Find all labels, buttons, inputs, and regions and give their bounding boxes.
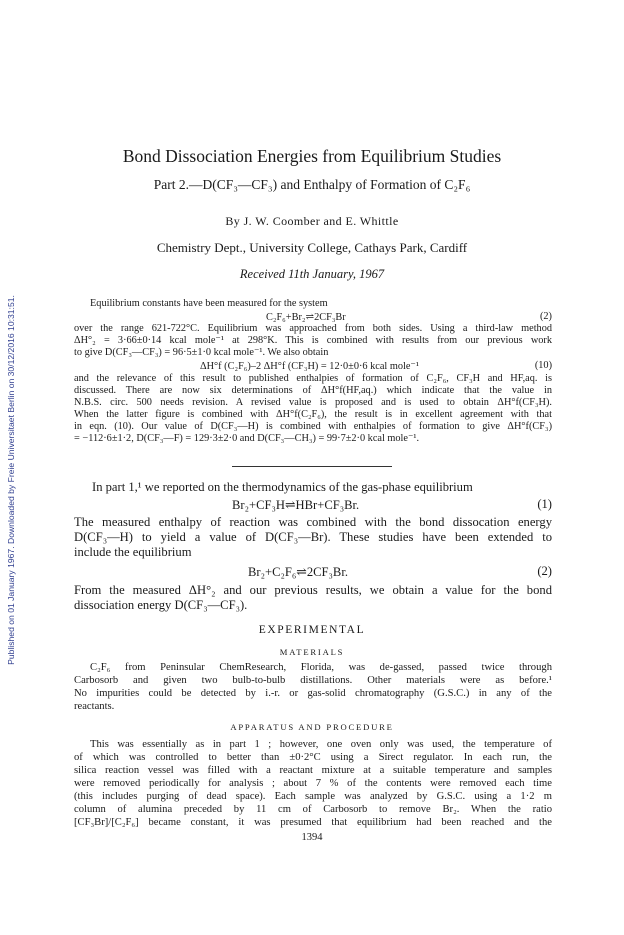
body-line: From the measured ΔH°₂ and our previous results, we obtain a value for the bond bbox=[74, 583, 552, 597]
apparatus-line: (this includes purging of dead space). Each sample was analyzed by G.S.C. using a 1·2 m bbox=[74, 791, 552, 802]
separator-rule bbox=[232, 466, 392, 467]
abstract-equation-10: ΔH°f (C₂F₆)–2 ΔH°f (CF₃H) = 12·0±0·6 kcal mole⁻¹ bbox=[200, 361, 419, 372]
apparatus-line: of which was controlled to better than ±0·2°C using a Sirect regulator. In each run, the bbox=[74, 752, 552, 763]
abstract-line: to give D(CF₃—CF₃) = 96·5±1·0 kcal mole⁻¹. We also obtain bbox=[74, 347, 329, 358]
materials-line: No impurities could be detected by i.-r. or gas-solid chromatography (G.S.C.) in any of the bbox=[74, 688, 552, 699]
equation-2: Br₂+C₂F₆⇌2CF₃Br. bbox=[248, 565, 348, 579]
abstract-line: in eqn. (10). Our value of D(CF₃—H) is combined with enthalpies of formation to give ΔH°f(CF₃) bbox=[74, 421, 552, 432]
paper-subtitle: Part 2.—D(CF₃—CF₃) and Enthalpy of Formation of C₂F₆ bbox=[153, 177, 471, 192]
authors: By J. W. Coomber and E. Whittle bbox=[225, 214, 399, 228]
body-line: In part 1,¹ we reported on the thermodynamics of the gas-phase equilibrium bbox=[92, 480, 473, 494]
abstract-equation-2-number: (2) bbox=[539, 311, 552, 322]
paper-title: Bond Dissociation Energies from Equilibrium Studies bbox=[122, 146, 502, 166]
affiliation: Chemistry Dept., University College, Cathays Park, Cardiff bbox=[156, 240, 468, 255]
abstract-line: N.B.S. circ. 500 needs revision. A revised value is proposed and is used to obtain ΔH°f(CF₃H). bbox=[74, 397, 552, 408]
abstract-line: When the latter figure is combined with ΔH°f(C₂F₆), the result is in excellent agreement with that bbox=[74, 409, 552, 420]
abstract-equation-2: C₂F₆+Br₂⇌2CF₃Br bbox=[266, 312, 346, 323]
abstract-line: ΔH°₂ = 3·66±0·14 kcal mole⁻¹ at 298°K. This is combined with results from our previous work bbox=[74, 335, 552, 346]
abstract-equation-10-number: (10) bbox=[534, 360, 552, 371]
equation-1: Br₂+CF₃H⇌HBr+CF₃Br. bbox=[232, 498, 360, 512]
materials-line: reactants. bbox=[74, 701, 115, 712]
received-date: Received 11th January, 1967 bbox=[239, 267, 385, 281]
download-notice: Published on 01 January 1967. Downloaded by Freie Universitaet Berlin on 30/12/2016 10:31:51. bbox=[6, 295, 16, 665]
subsection-heading-materials: MATERIALS bbox=[279, 647, 345, 657]
subsection-heading-apparatus: APPARATUS AND PROCEDURE bbox=[230, 722, 394, 732]
equation-2-number: (2) bbox=[537, 564, 552, 578]
body-line: dissociation energy D(CF₃—CF₃). bbox=[74, 598, 248, 612]
abstract-line: = −112·6±1·2, D(CF₃—F) = 129·3±2·0 and D(CF₃—CH₃) = 99·7±2·0 kcal mole⁻¹. bbox=[74, 433, 420, 444]
materials-line: Carbosorb and given two bulb-to-bulb distillations. Other materials were as before.¹ bbox=[74, 675, 552, 686]
abstract-intro: Equilibrium constants have been measured for the system bbox=[90, 298, 328, 309]
body-line: D(CF₃—H) to yield a value of D(CF₃—Br). These studies have been extended to bbox=[74, 530, 552, 544]
page-number: 1394 bbox=[301, 832, 323, 843]
equation-1-number: (1) bbox=[537, 497, 552, 511]
section-heading-experimental: EXPERIMENTAL bbox=[258, 624, 366, 636]
apparatus-line: This was essentially as in part 1 ; however, one oven only was used, the temperature of bbox=[90, 739, 552, 750]
apparatus-line: silica reaction vessel was filled with a reactant mixture at a suitable temperature and samples bbox=[74, 765, 552, 776]
abstract-line: over the range 621-722°C. Equilibrium was approached from both sides. Using a third-law method bbox=[74, 323, 552, 334]
apparatus-line: column of alumina preceded by 11 cm of Carbosorb to remove Br₂. When the ratio bbox=[74, 804, 552, 815]
abstract-line: and the relevance of this result to published enthalpies of formation of C₂F₆, CF₃H and HF,aq. is bbox=[74, 373, 552, 384]
body-line: The measured enthalpy of reaction was combined with the bond dissocation energy bbox=[74, 515, 552, 529]
abstract-line: discussed. There are now six determinations of ΔH°f(HF,aq.) which indicate that the value in bbox=[74, 385, 552, 396]
apparatus-line: were removed periodically for analysis ; about 7 % of the contents were removed each time bbox=[74, 778, 552, 789]
apparatus-line: [CF₃Br]/[C₂F₆] became constant, it was presumed that equilibrium had been reached and the bbox=[74, 817, 552, 828]
materials-line: C₂F₆ from Peninsular ChemResearch, Florida, was de-gassed, passed twice through bbox=[90, 662, 552, 673]
body-line: include the equilibrium bbox=[74, 545, 192, 559]
